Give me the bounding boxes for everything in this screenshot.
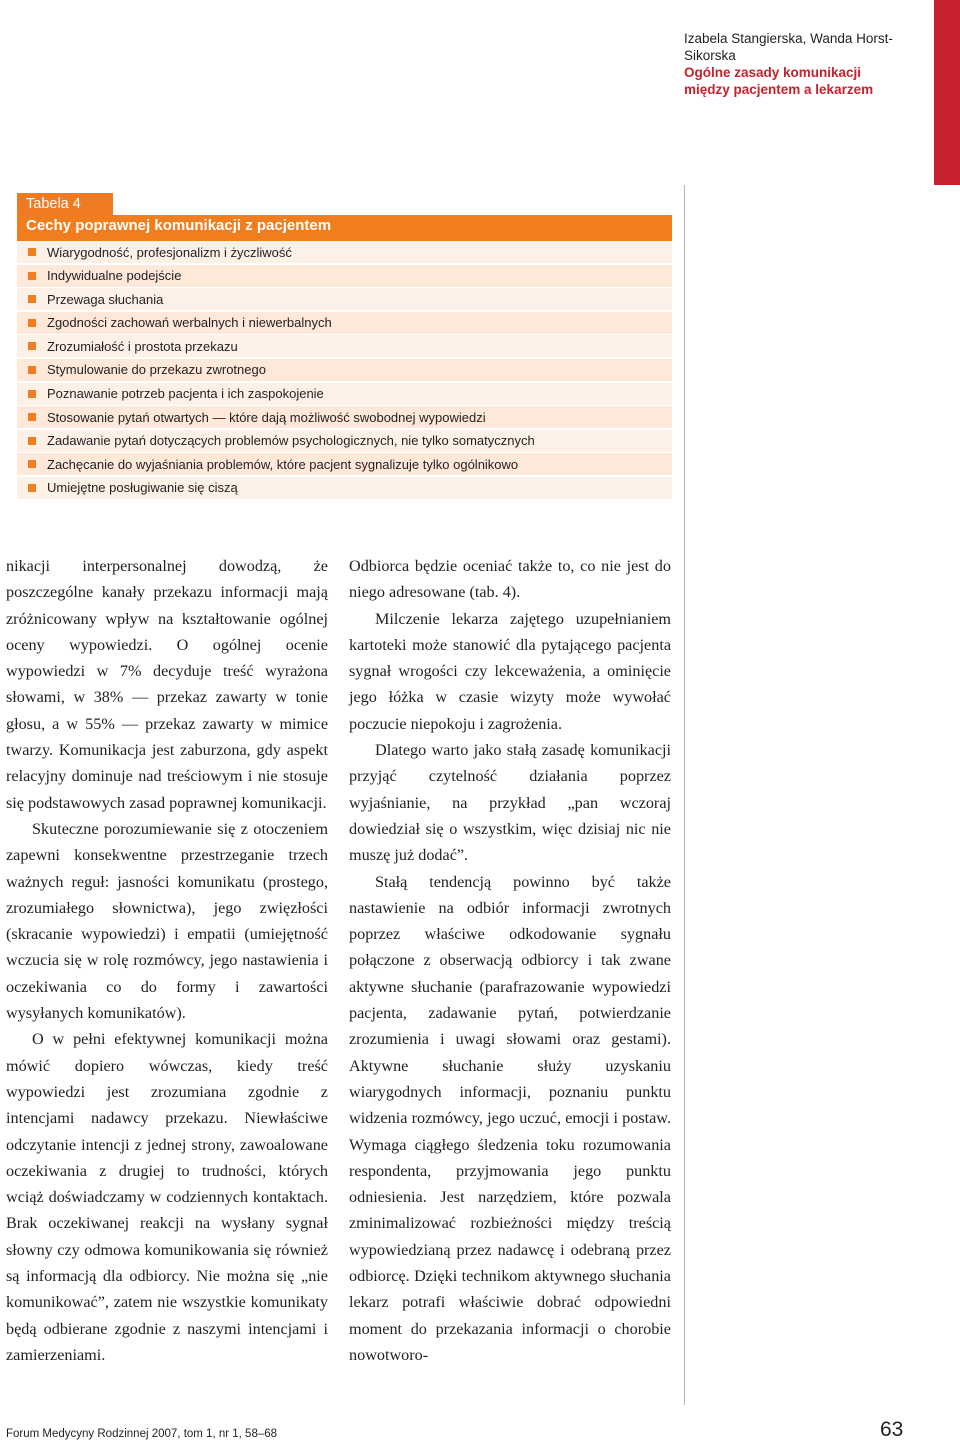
table-row <box>17 335 672 357</box>
page-number: 63 <box>880 1418 904 1441</box>
table-row-text: Przewaga słuchania <box>47 291 164 307</box>
corner-accent-bar <box>934 0 960 185</box>
table-row <box>17 477 672 499</box>
bullet-square-icon <box>28 319 36 327</box>
right-text-column <box>349 553 671 1368</box>
body-paragraph: O w pełni efektywnej komunikacji można mówić dopiero wówczas, kiedy treść wypowiedzi jest zrozumiana zgodnie z intencjami nadawcy przekazu. Niewłaściwe odczytanie intencji z jednej strony, zawoalowane oczekiwania z drugiej to trudności, których wciąż doświadczamy w codziennych kontaktach. Brak oczekiwanej reakcji na wysłany sygnał słowny czy odmowa komunikowania się również są informacją dla odbiorcy. Nie można się „nie komunikować”, zatem nie wszystkie komunikaty będą odbierane zgodnie z naszymi intencjami i zamierzeniami. <box>6 1030 328 1364</box>
table-row-text: Zgodności zachowań werbalnych i niewerbalnych <box>47 315 332 331</box>
bullet-square-icon <box>28 484 36 492</box>
table-row <box>17 288 672 310</box>
table-label: Tabela 4 <box>17 193 113 215</box>
left-text-column <box>6 553 328 1368</box>
body-paragraph: Odbiorca będzie oceniać także to, co nie jest do niego adresowane (tab. 4). <box>349 557 671 602</box>
table-row-text: Zadawanie pytań dotyczących problemów psychologicznych, nie tylko somatycznych <box>47 433 535 449</box>
table-row <box>17 241 672 263</box>
table-row-text: Wiarygodność, profesjonalizm i życzliwość <box>47 244 292 260</box>
table-row-text: Indywidualne podejście <box>47 268 182 284</box>
bullet-square-icon <box>28 295 36 303</box>
table-row <box>17 430 672 452</box>
body-paragraph: Stałą tendencją powinno być także nastawienie na odbiór informacji zwrotnych poprzez właściwe odkodowanie sygnału połączone z obserwacją odbiorcy i tak zwane aktywne słuchanie (parafrazowanie wypowiedzi pacjenta, zadawanie pytań, potwierdzanie zrozumienia i uwagi słowami oraz gestami). Aktywne słuchanie służy uzyskaniu wiarygodnych informacji, poznaniu punktu widzenia rozmówcy, jego uczuć, emocji i postaw. Wymaga ciągłego śledzenia toku rozumowania respondenta, przyjmowania jego punktu odniesienia. Jest narzędziem, które pozwala zminimalizować rozbieżności między treścią wypowiedzianą przez nadawcę i odebraną przez odbiorcę. Dzięki technikom aktywnego słuchania lekarz potrafi właściwie dobrać odpowiedni moment do przekazania informacji o chorobie nowotworo- <box>349 872 671 1364</box>
body-paragraph: Milczenie lekarza zajętego uzupełnianiem kartoteki może stanowić dla pytającego pacjenta sygnał wrogości czy lekceważenia, a ominięcie jego łóżka w czasie wizyty może wywołać poczucie niepokoju i zagrożenia. <box>349 609 671 733</box>
body-paragraph: nikacji interpersonalnej dowodzą, że poszczególne kanały przekazu informacji mają zróżnicowany wpływ na kształtowanie ogólnej oceny wypowiedzi. O ogólnej ocenie wypowiedzi w 7% decyduje treść wyrażona słowami, w 38% — przekaz zawarty w tonie głosu, a w 55% — przekaz zawarty w mimice twarzy. Komunikacja jest zaburzona, gdy aspekt relacyjny dominuje nad treściowym i nie stosuje się podstawowych zasad poprawnej komunikacji. <box>6 557 328 812</box>
bullet-square-icon <box>28 460 36 468</box>
body-paragraph: Skuteczne porozumiewanie się z otoczeniem zapewni konsekwentne przestrzeganie trzech ważnych reguł: jasności komunikatu (prostego, zrozumiałego słownictwa), jego zwięzłości (skracanie wypowiedzi) i empatii (umiejętność wczucia się w rolę rozmówcy, jego nastawienia i oczekiwania co do formy i zawartości wysyłanych komunikatów). <box>6 819 328 1023</box>
header-title-line2: między pacjentem a lekarzem <box>684 82 874 97</box>
footer-citation: Forum Medycyny Rodzinnej 2007, tom 1, nr 1, 58–68 <box>6 1428 278 1440</box>
body-paragraph: Dlatego warto jako stałą zasadę komunikacji przyjąć czytelność działania poprzez wyjaśnianie, na przykład „pan wczoraj dowiedział się o wszystkim, więc dzisiaj nic nie muszę już dodać”. <box>349 741 671 865</box>
table-row-text: Stymulowanie do przekazu zwrotnego <box>47 362 266 378</box>
table-row <box>17 406 672 428</box>
table-row-text: Umiejętne posługiwanie się ciszą <box>47 480 238 496</box>
bullet-square-icon <box>28 342 36 350</box>
table-row <box>17 265 672 287</box>
column-divider <box>684 185 685 1405</box>
table-row <box>17 312 672 334</box>
bullet-square-icon <box>28 413 36 421</box>
running-header <box>684 30 929 98</box>
header-authors: Izabela Stangierska, Wanda Horst-Sikorska <box>684 31 893 63</box>
bullet-square-icon <box>28 437 36 445</box>
table-row <box>17 453 672 475</box>
table-body <box>17 241 672 501</box>
bullet-square-icon <box>28 390 36 398</box>
table-row <box>17 383 672 405</box>
table-heading: Cechy poprawnej komunikacji z pacjentem <box>17 215 672 241</box>
table-row-text: Zachęcanie do wyjaśniania problemów, które pacjent sygnalizuje tylko ogólnikowo <box>47 456 519 472</box>
bullet-square-icon <box>28 272 36 280</box>
table-row-text: Stosowanie pytań otwartych — które dają możliwość swobodnej wypowiedzi <box>47 409 486 425</box>
table-row-text: Poznawanie potrzeb pacjenta i ich zaspokojenie <box>47 386 324 402</box>
table-row-text: Zrozumiałość i prostota przekazu <box>47 338 238 354</box>
bullet-square-icon <box>28 248 36 256</box>
bullet-square-icon <box>28 366 36 374</box>
table-row <box>17 359 672 381</box>
header-title-line1: Ogólne zasady komunikacji <box>684 65 862 80</box>
